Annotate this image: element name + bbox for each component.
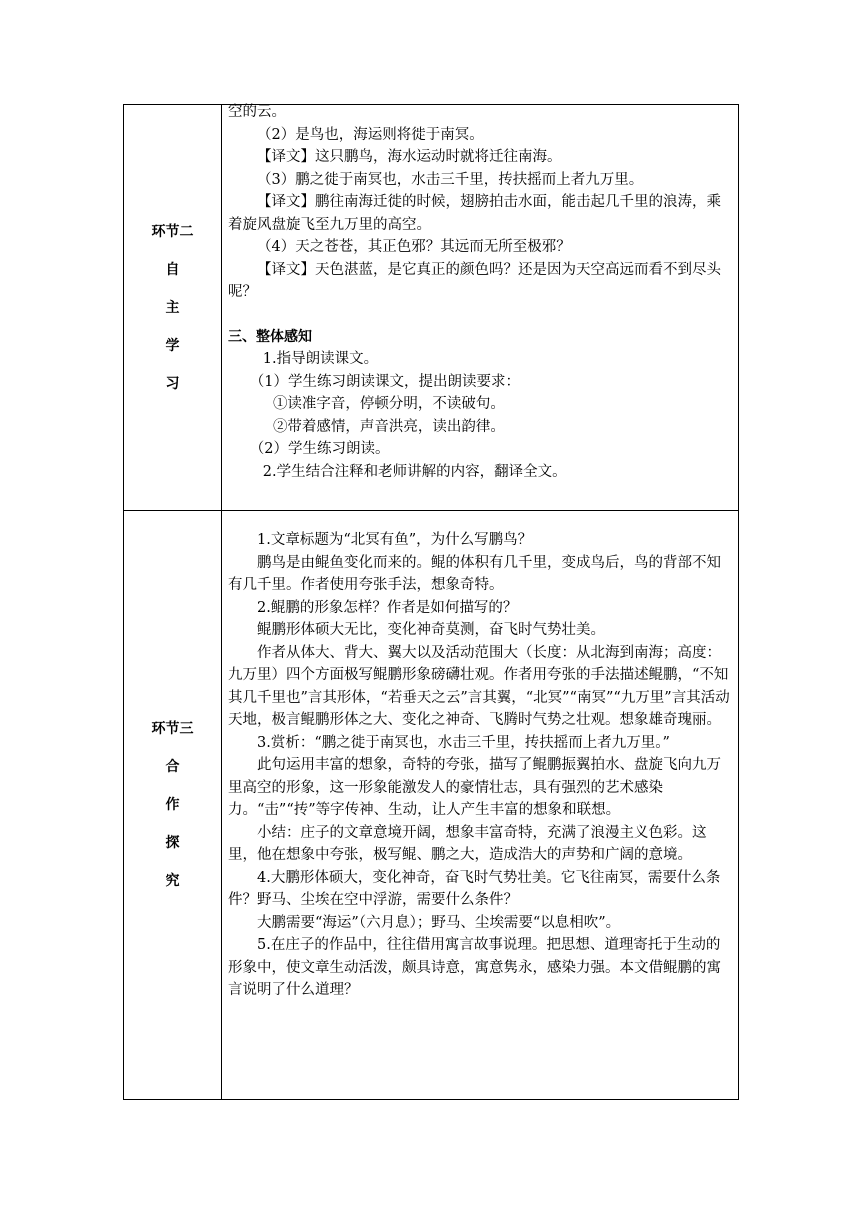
paragraph: 此句运用丰富的想象，奇特的夸张，描写了鲲鹏振翼拍水、盘旋飞向九万里高空的形象，这一形象能激发人的豪情壮志，具有强烈的艺术感染力。“击”“抟”等字传神、生动，让人产生丰富的想象和联想。 [228, 757, 721, 818]
paragraph: 大鹏需要“海运”（六月息）；野马、尘埃需要“以息相吹”。 [257, 914, 621, 931]
text-line: 2.学生结合注释和老师讲解的内容，翻译全文。 [262, 463, 567, 480]
section-label [124, 105, 222, 510]
text-line: （4）天之苍苍，其正色邪？其远而无所至极邪？ [257, 239, 571, 255]
paragraph: 鲲鹏形体硕大无比，变化神奇莫测，奋飞时气势壮美。 [257, 622, 605, 638]
text-line: ②带着感情，声音洪亮，读出韵律。 [272, 418, 505, 435]
section-heading: 三、整体感知 [228, 328, 312, 345]
label-char: 自 [165, 261, 180, 278]
label-title: 环节三 [151, 721, 194, 737]
label-char: 究 [165, 873, 180, 889]
label-title: 环节二 [151, 223, 194, 240]
paragraph: 2.鲲鹏的形象怎样？作者是如何描写的？ [257, 599, 518, 616]
section-content [222, 511, 738, 1099]
text-line: 【译文】天色湛蓝，是它真正的颜色吗？还是因为天空高远而看不到尽头呢？ [228, 261, 721, 300]
paragraph: 作者从体大、背大、翼大以及活动范围大（长度：从北海到南海；高度：九万里）四个方面极写鲲鹏形象磅礴壮观。作者用夸张的手法描述鲲鹏，“不知其几千里也”言其形体，“若垂天之云”言其翼，“北冥”“南冥”“九万里”言其活动天地，极言鲲鹏形体之大、变化之神奇、飞腾时气势之壮观。想象雄奇瑰丽。 [228, 644, 730, 728]
paragraph: 小结：庄子的文章意境开阔，想象丰富奇特，充满了浪漫主义色彩。这里，他在想象中夸张，极写鲲、鹏之大，造成浩大的声势和广阔的意境。 [228, 824, 707, 863]
section-label [124, 511, 222, 1099]
text-line: 1.指导朗读课文。 [262, 351, 379, 367]
text-line: 【译文】鹏往南海迁徙的时候，翅膀拍击水面，能击起几千里的浪涛，乘着旋风盘旋飞至九万里的高空。 [228, 194, 721, 233]
text-line: 空的云。 [228, 104, 286, 120]
text-line: （2）是鸟也，海运则将徙于南冥。 [257, 126, 484, 143]
section-content [222, 101, 738, 510]
label-char: 作 [165, 797, 180, 813]
label-char: 合 [165, 759, 180, 775]
text-line: （2）学生练习朗读。 [249, 441, 390, 457]
section-row-3 [124, 511, 738, 1099]
lesson-table [123, 104, 739, 1100]
paragraph: 鹏鸟是由鲲鱼变化而来的。鲲的体积有几千里，变成鸟后，鸟的背部不知有几千里。作者使用夸张手法，想象奇特。 [228, 554, 721, 593]
paragraph: 5.在庄子的作品中，往往借用寓言故事说理。把思想、道理寄托于生动的形象中，使文章生动活泼，颇具诗意，寓意隽永，感染力强。本文借鲲鹏的寓言说明了什么道理？ [228, 937, 721, 998]
paragraph: 1.文章标题为“北冥有鱼”，为什么写鹏鸟？ [257, 532, 533, 548]
label-char: 学 [165, 337, 180, 354]
text-line: （3）鹏之徙于南冥也，水击三千里，抟扶摇而上者九万里。 [257, 171, 644, 188]
paragraph: 4.大鹏形体硕大，变化神奇，奋飞时气势壮美。它飞往南冥，需要什么条件？野马、尘埃在空中浮游，需要什么条件？ [228, 869, 721, 908]
text-line: 【译文】这只鹏鸟，海水运动时就将迁往南海。 [257, 149, 562, 165]
label-char: 习 [165, 375, 180, 392]
section-row-2 [124, 105, 738, 511]
text-line: （1）学生练习朗读课文，提出朗读要求： [249, 373, 520, 390]
text-line: ①读准字音，停顿分明，不读破句。 [272, 396, 505, 412]
label-char: 主 [165, 299, 180, 316]
paragraph: 3.赏析：“鹏之徙于南冥也，水击三千里，抟扶摇而上者九万里。” [257, 734, 670, 751]
label-char: 探 [165, 835, 180, 851]
